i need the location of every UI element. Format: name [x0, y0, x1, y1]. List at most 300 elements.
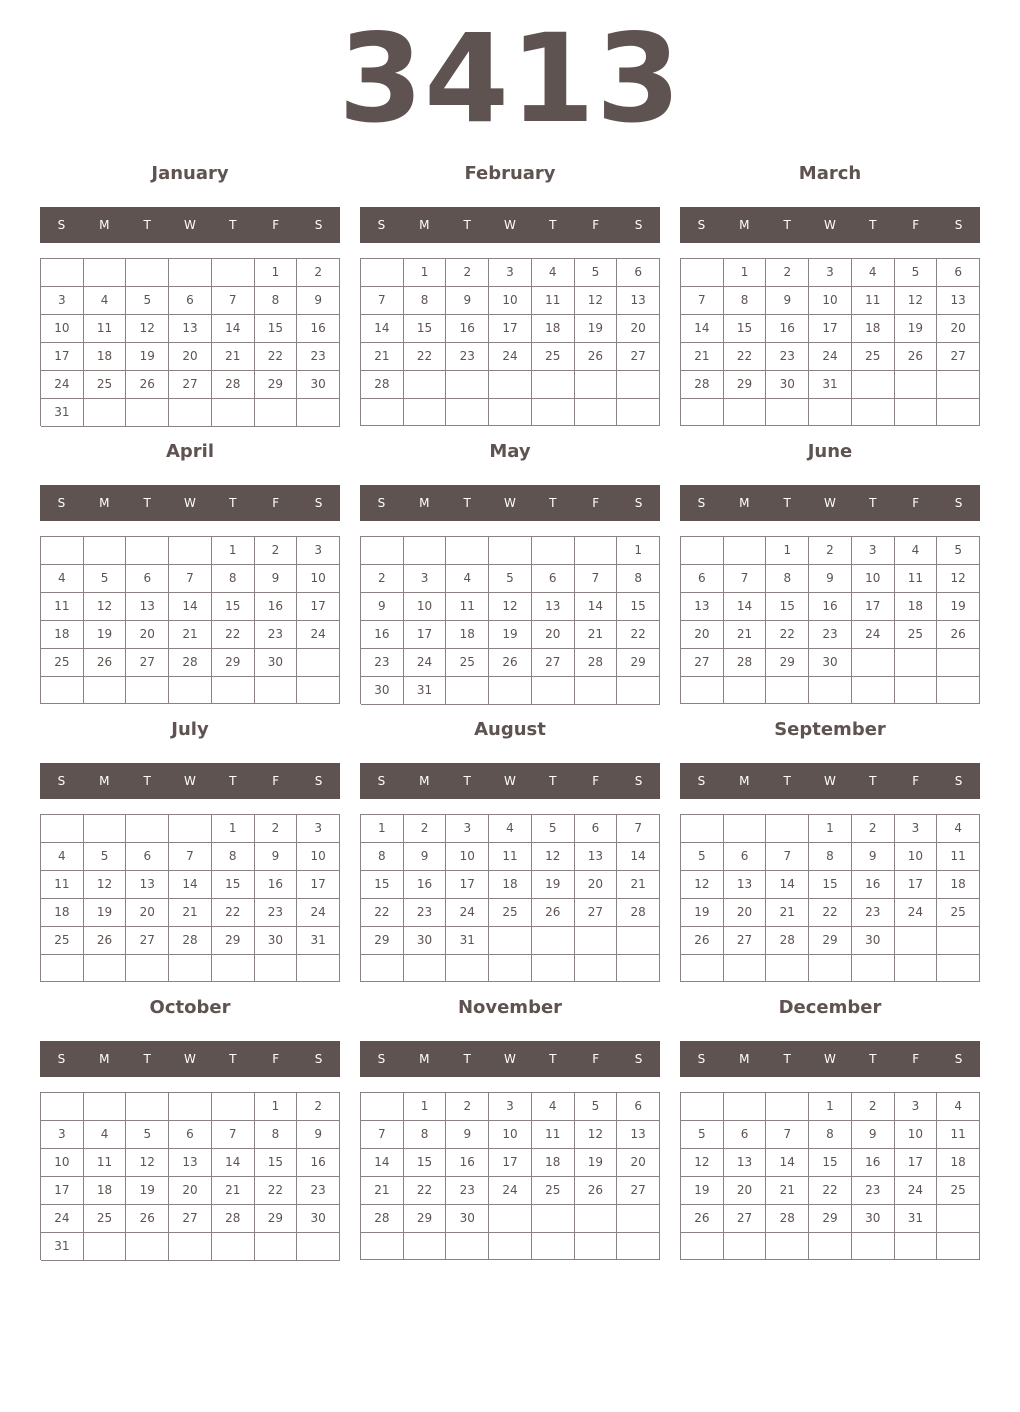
weekday-header [360, 763, 660, 799]
day-cell: 12 [84, 871, 127, 899]
month-name: November [457, 997, 563, 1018]
empty-day-cell [361, 537, 404, 565]
empty-day-cell [446, 537, 489, 565]
day-cell: 25 [937, 899, 980, 927]
empty-day-cell [937, 649, 980, 677]
empty-day-cell [84, 537, 127, 565]
day-cell: 7 [169, 565, 212, 593]
day-cell: 27 [126, 649, 169, 677]
day-cell: 19 [84, 621, 127, 649]
weekday-label: F [592, 218, 600, 232]
day-cell: 28 [766, 1205, 809, 1233]
day-cell: 29 [809, 927, 852, 955]
weekday-label: F [912, 496, 920, 510]
weekday-label: S [634, 774, 643, 788]
weekday-label: W [184, 774, 196, 788]
day-grid [360, 536, 660, 704]
day-cell: 19 [489, 621, 532, 649]
day-cell: 3 [41, 287, 84, 315]
day-cell: 29 [404, 1205, 447, 1233]
day-cell: 23 [852, 1177, 895, 1205]
month-name: December [778, 997, 882, 1018]
weekday-label: S [377, 1052, 386, 1066]
day-cell: 4 [937, 1093, 980, 1121]
empty-day-cell [575, 399, 618, 426]
day-cell: 8 [404, 1121, 447, 1149]
empty-day-cell [489, 955, 532, 982]
empty-day-cell [532, 955, 575, 982]
day-cell: 7 [361, 1121, 404, 1149]
day-cell: 19 [575, 1149, 618, 1177]
empty-day-cell [575, 677, 618, 705]
day-cell: 28 [169, 649, 212, 677]
empty-day-cell [446, 955, 489, 982]
weekday-label: M [419, 774, 430, 788]
empty-day-cell [809, 399, 852, 426]
day-cell: 13 [937, 287, 980, 315]
weekday-label: F [272, 774, 280, 788]
empty-day-cell [809, 677, 852, 704]
day-cell: 15 [212, 871, 255, 899]
empty-day-cell [766, 815, 809, 843]
empty-day-cell [169, 815, 212, 843]
day-cell: 5 [489, 565, 532, 593]
day-cell: 1 [361, 815, 404, 843]
day-cell: 5 [937, 537, 980, 565]
day-cell: 18 [84, 1177, 127, 1205]
weekday-label: T [869, 774, 877, 788]
day-cell: 12 [895, 287, 938, 315]
day-cell: 9 [446, 287, 489, 315]
day-cell: 11 [937, 843, 980, 871]
day-cell: 1 [404, 1093, 447, 1121]
day-cell: 21 [681, 343, 724, 371]
weekday-label: S [57, 774, 66, 788]
empty-day-cell [126, 399, 169, 427]
empty-day-cell [84, 1233, 127, 1261]
day-cell: 12 [575, 1121, 618, 1149]
day-cell: 26 [575, 343, 618, 371]
day-cell: 23 [297, 1177, 340, 1205]
empty-day-cell [895, 371, 938, 399]
day-cell: 5 [84, 565, 127, 593]
day-cell: 25 [532, 343, 575, 371]
empty-day-cell [41, 677, 84, 704]
day-cell: 11 [489, 843, 532, 871]
day-cell: 17 [489, 315, 532, 343]
empty-day-cell [895, 649, 938, 677]
empty-day-cell [617, 955, 660, 982]
day-cell: 20 [617, 315, 660, 343]
day-cell: 30 [852, 1205, 895, 1233]
empty-day-cell [575, 1233, 618, 1260]
day-cell: 6 [169, 1121, 212, 1149]
day-cell: 9 [766, 287, 809, 315]
empty-day-cell [532, 371, 575, 399]
empty-day-cell [617, 399, 660, 426]
day-cell: 22 [809, 899, 852, 927]
weekday-header [680, 207, 980, 243]
weekday-label: W [184, 496, 196, 510]
day-cell: 19 [126, 1177, 169, 1205]
day-cell: 31 [41, 399, 84, 427]
day-cell: 23 [809, 621, 852, 649]
day-cell: 21 [766, 899, 809, 927]
empty-day-cell [809, 1233, 852, 1260]
empty-day-cell [852, 1233, 895, 1260]
weekday-label: T [783, 218, 791, 232]
weekday-label: W [824, 496, 836, 510]
weekday-label: M [99, 774, 110, 788]
empty-day-cell [617, 927, 660, 955]
day-cell: 6 [617, 1093, 660, 1121]
day-cell: 9 [852, 1121, 895, 1149]
weekday-label: S [954, 774, 963, 788]
empty-day-cell [852, 649, 895, 677]
day-cell: 29 [255, 1205, 298, 1233]
day-cell: 31 [41, 1233, 84, 1261]
day-cell: 4 [41, 565, 84, 593]
day-grid [40, 258, 340, 426]
day-cell: 3 [489, 259, 532, 287]
empty-day-cell [895, 955, 938, 982]
day-cell: 20 [937, 315, 980, 343]
day-cell: 10 [41, 1149, 84, 1177]
day-cell: 17 [852, 593, 895, 621]
day-cell: 21 [361, 1177, 404, 1205]
empty-day-cell [297, 955, 340, 982]
weekday-header [680, 485, 980, 521]
day-cell: 27 [532, 649, 575, 677]
day-cell: 30 [255, 927, 298, 955]
weekday-label: T [783, 1052, 791, 1066]
day-cell: 2 [852, 1093, 895, 1121]
day-cell: 27 [681, 649, 724, 677]
day-cell: 2 [446, 259, 489, 287]
day-cell: 24 [852, 621, 895, 649]
month-calendar-june [680, 438, 980, 716]
day-cell: 5 [532, 815, 575, 843]
day-cell: 20 [532, 621, 575, 649]
day-cell: 13 [617, 287, 660, 315]
empty-day-cell [446, 371, 489, 399]
empty-day-cell [169, 955, 212, 982]
day-cell: 15 [766, 593, 809, 621]
weekday-label: W [824, 774, 836, 788]
day-cell: 12 [532, 843, 575, 871]
day-cell: 28 [212, 1205, 255, 1233]
empty-day-cell [724, 1233, 767, 1260]
empty-day-cell [532, 677, 575, 705]
weekday-label: T [463, 496, 471, 510]
weekday-label: F [592, 1052, 600, 1066]
day-cell: 15 [404, 1149, 447, 1177]
day-cell: 4 [84, 287, 127, 315]
day-cell: 18 [937, 1149, 980, 1177]
day-cell: 2 [361, 565, 404, 593]
day-cell: 7 [724, 565, 767, 593]
day-cell: 14 [681, 315, 724, 343]
day-cell: 15 [212, 593, 255, 621]
weekday-label: W [504, 774, 516, 788]
weekday-label: S [57, 1052, 66, 1066]
day-cell: 16 [446, 1149, 489, 1177]
day-cell: 2 [809, 537, 852, 565]
day-cell: 2 [255, 815, 298, 843]
day-cell: 11 [532, 1121, 575, 1149]
day-cell: 22 [212, 621, 255, 649]
empty-day-cell [617, 677, 660, 705]
day-cell: 6 [126, 843, 169, 871]
day-cell: 4 [489, 815, 532, 843]
day-cell: 29 [255, 371, 298, 399]
weekday-label: S [954, 1052, 963, 1066]
month-calendar-september [680, 716, 980, 994]
empty-day-cell [532, 927, 575, 955]
day-cell: 10 [852, 565, 895, 593]
empty-day-cell [681, 399, 724, 426]
day-cell: 26 [681, 927, 724, 955]
empty-day-cell [489, 371, 532, 399]
day-cell: 8 [404, 287, 447, 315]
day-cell: 23 [255, 621, 298, 649]
day-cell: 18 [489, 871, 532, 899]
day-cell: 3 [809, 259, 852, 287]
empty-day-cell [84, 677, 127, 704]
day-cell: 7 [361, 287, 404, 315]
empty-day-cell [681, 815, 724, 843]
day-cell: 17 [297, 593, 340, 621]
empty-day-cell [937, 1233, 980, 1260]
empty-day-cell [489, 1205, 532, 1233]
day-cell: 20 [724, 899, 767, 927]
day-cell: 14 [617, 843, 660, 871]
empty-day-cell [766, 1233, 809, 1260]
empty-day-cell [297, 399, 340, 427]
day-cell: 15 [724, 315, 767, 343]
day-cell: 14 [212, 1149, 255, 1177]
day-cell: 20 [617, 1149, 660, 1177]
day-cell: 24 [809, 343, 852, 371]
weekday-label: T [783, 496, 791, 510]
empty-day-cell [617, 1205, 660, 1233]
weekday-label: F [912, 218, 920, 232]
empty-day-cell [532, 1205, 575, 1233]
day-cell: 12 [489, 593, 532, 621]
day-cell: 18 [446, 621, 489, 649]
weekday-label: T [229, 1052, 237, 1066]
day-cell: 25 [532, 1177, 575, 1205]
weekday-label: T [783, 774, 791, 788]
day-cell: 2 [852, 815, 895, 843]
day-cell: 24 [895, 899, 938, 927]
day-cell: 7 [766, 1121, 809, 1149]
day-cell: 20 [575, 871, 618, 899]
day-cell: 14 [766, 871, 809, 899]
day-cell: 11 [852, 287, 895, 315]
empty-day-cell [724, 537, 767, 565]
day-cell: 25 [852, 343, 895, 371]
empty-day-cell [446, 399, 489, 426]
day-cell: 18 [852, 315, 895, 343]
day-cell: 19 [575, 315, 618, 343]
day-cell: 9 [852, 843, 895, 871]
weekday-header [40, 207, 340, 243]
weekday-label: T [869, 496, 877, 510]
day-cell: 4 [84, 1121, 127, 1149]
empty-day-cell [852, 399, 895, 426]
day-cell: 30 [404, 927, 447, 955]
empty-day-cell [681, 1093, 724, 1121]
weekday-label: S [377, 774, 386, 788]
day-cell: 24 [895, 1177, 938, 1205]
empty-day-cell [895, 677, 938, 704]
day-grid [40, 536, 340, 704]
month-calendar-december [680, 994, 980, 1272]
day-cell: 19 [84, 899, 127, 927]
day-cell: 1 [212, 537, 255, 565]
weekday-label: T [549, 218, 557, 232]
day-cell: 31 [809, 371, 852, 399]
empty-day-cell [126, 677, 169, 704]
day-cell: 17 [895, 1149, 938, 1177]
empty-day-cell [852, 371, 895, 399]
empty-day-cell [575, 927, 618, 955]
day-cell: 2 [766, 259, 809, 287]
day-cell: 24 [446, 899, 489, 927]
day-cell: 12 [126, 1149, 169, 1177]
day-cell: 30 [446, 1205, 489, 1233]
weekday-label: F [912, 774, 920, 788]
month-calendar-august [360, 716, 660, 994]
empty-day-cell [681, 537, 724, 565]
weekday-label: F [912, 1052, 920, 1066]
weekday-header [680, 763, 980, 799]
day-cell: 15 [255, 1149, 298, 1177]
weekday-label: T [229, 496, 237, 510]
empty-day-cell [212, 1233, 255, 1261]
weekday-label: M [419, 496, 430, 510]
empty-day-cell [169, 537, 212, 565]
empty-day-cell [361, 1093, 404, 1121]
day-cell: 9 [297, 287, 340, 315]
day-cell: 21 [212, 1177, 255, 1205]
month-name: March [798, 163, 862, 184]
day-grid [680, 258, 980, 426]
day-cell: 14 [212, 315, 255, 343]
day-cell: 17 [41, 343, 84, 371]
weekday-label: T [869, 1052, 877, 1066]
day-cell: 5 [681, 843, 724, 871]
day-cell: 16 [361, 621, 404, 649]
empty-day-cell [937, 677, 980, 704]
weekday-label: W [504, 496, 516, 510]
day-cell: 29 [212, 927, 255, 955]
day-cell: 27 [937, 343, 980, 371]
day-cell: 10 [404, 593, 447, 621]
day-cell: 13 [532, 593, 575, 621]
month-name: August [474, 719, 546, 740]
empty-day-cell [852, 955, 895, 982]
day-cell: 13 [126, 593, 169, 621]
day-cell: 21 [724, 621, 767, 649]
day-cell: 26 [126, 371, 169, 399]
empty-day-cell [575, 537, 618, 565]
empty-day-cell [361, 955, 404, 982]
day-cell: 19 [895, 315, 938, 343]
day-cell: 6 [169, 287, 212, 315]
empty-day-cell [681, 259, 724, 287]
weekday-header [360, 485, 660, 521]
day-cell: 7 [617, 815, 660, 843]
weekday-label: T [549, 774, 557, 788]
day-cell: 13 [169, 1149, 212, 1177]
day-cell: 17 [297, 871, 340, 899]
day-cell: 25 [446, 649, 489, 677]
day-cell: 12 [84, 593, 127, 621]
day-cell: 3 [41, 1121, 84, 1149]
weekday-label: T [143, 774, 151, 788]
day-cell: 12 [937, 565, 980, 593]
day-cell: 16 [297, 1149, 340, 1177]
day-cell: 4 [852, 259, 895, 287]
day-cell: 26 [489, 649, 532, 677]
weekday-label: M [419, 218, 430, 232]
day-cell: 11 [41, 593, 84, 621]
day-cell: 28 [169, 927, 212, 955]
day-cell: 27 [575, 899, 618, 927]
day-cell: 15 [404, 315, 447, 343]
day-cell: 23 [852, 899, 895, 927]
day-cell: 30 [766, 371, 809, 399]
weekday-label: F [592, 496, 600, 510]
weekday-label: S [634, 1052, 643, 1066]
day-grid [680, 814, 980, 982]
empty-day-cell [766, 955, 809, 982]
weekday-label: M [739, 1052, 750, 1066]
day-cell: 22 [361, 899, 404, 927]
day-cell: 12 [681, 871, 724, 899]
day-cell: 22 [617, 621, 660, 649]
day-cell: 21 [212, 343, 255, 371]
day-cell: 30 [297, 371, 340, 399]
day-cell: 5 [126, 287, 169, 315]
empty-day-cell [532, 1233, 575, 1260]
day-cell: 15 [361, 871, 404, 899]
day-cell: 10 [895, 1121, 938, 1149]
day-cell: 7 [169, 843, 212, 871]
day-cell: 20 [681, 621, 724, 649]
weekday-label: F [592, 774, 600, 788]
weekday-label: M [419, 1052, 430, 1066]
month-calendar-july [40, 716, 340, 994]
day-cell: 17 [489, 1149, 532, 1177]
day-cell: 3 [895, 1093, 938, 1121]
day-grid [40, 1092, 340, 1260]
day-cell: 7 [681, 287, 724, 315]
weekday-label: W [504, 218, 516, 232]
empty-day-cell [404, 955, 447, 982]
day-cell: 21 [617, 871, 660, 899]
weekday-label: M [739, 774, 750, 788]
day-cell: 6 [681, 565, 724, 593]
day-cell: 17 [404, 621, 447, 649]
day-cell: 27 [169, 1205, 212, 1233]
day-cell: 18 [532, 315, 575, 343]
day-cell: 22 [809, 1177, 852, 1205]
empty-day-cell [724, 955, 767, 982]
day-grid [360, 258, 660, 426]
